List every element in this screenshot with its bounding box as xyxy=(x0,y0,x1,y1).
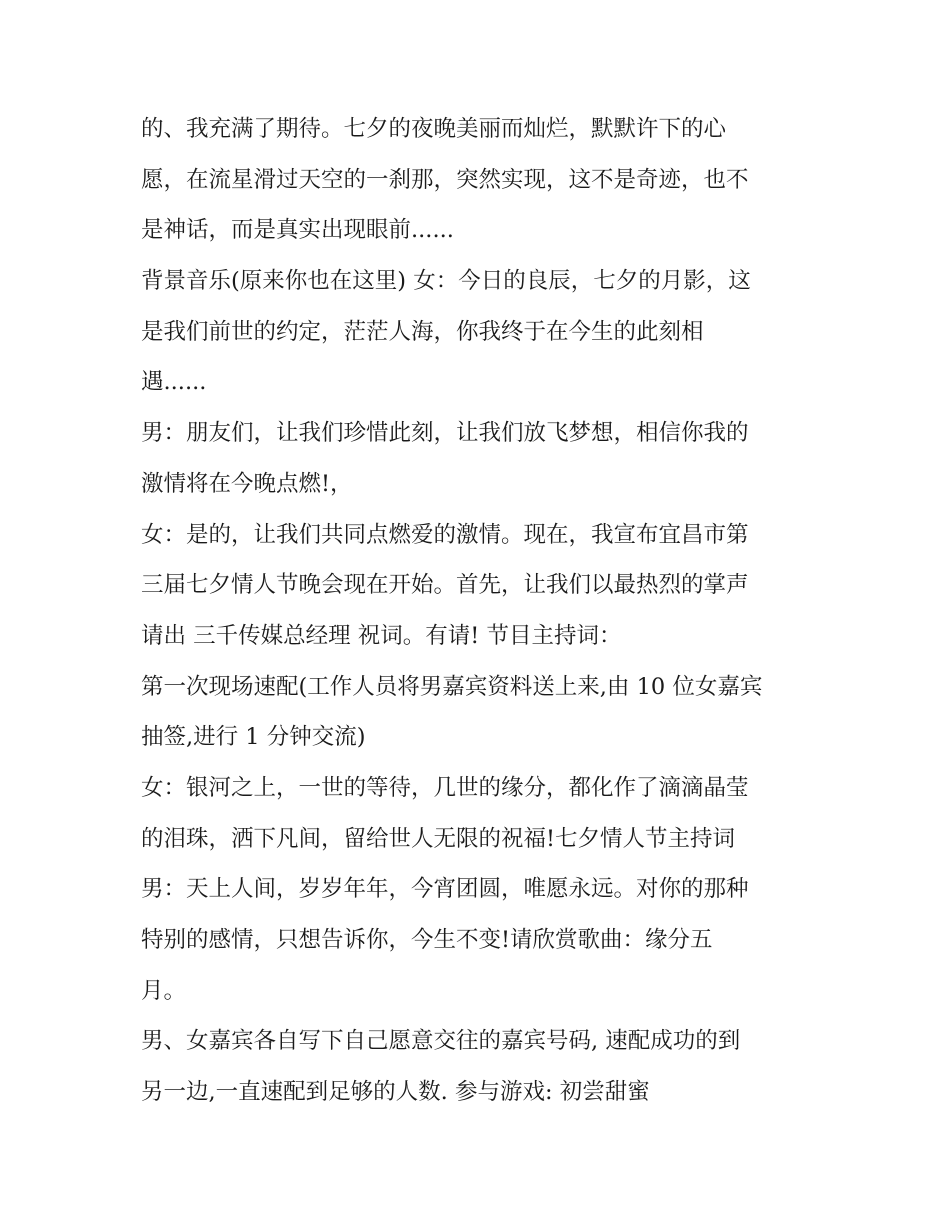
text-line: 另一边,一直速配到足够的人数. 参与游戏: 初尝甜蜜 xyxy=(141,1079,650,1106)
text-line: 男、女嘉宾各自写下自己愿意交往的嘉宾号码, 速配成功的到 xyxy=(141,1028,741,1055)
document-body xyxy=(141,104,821,1118)
text-line: 特别的感情，只想告诉你，今生不变!请欣赏歌曲：缘分五 xyxy=(141,927,713,953)
text-line: 激情将在今晚点燃!， xyxy=(141,470,353,497)
text-line: 第一次现场速配(工作人员将男嘉宾资料送上来,由 10 位女嘉宾 xyxy=(141,673,763,700)
text-line: 愿，在流星滑过天空的一刹那，突然实现，这不是奇迹，也不 xyxy=(141,166,749,193)
text-line: 背景音乐(原来你也在这里) 女：今日的良辰，七夕的月影，这 xyxy=(141,268,751,295)
text-line: 抽签,进行 1 分钟交流) xyxy=(141,724,366,751)
text-line: 女：银河之上，一世的等待，几世的缘分，都化作了滴滴晶莹 xyxy=(141,774,749,801)
text-line: 男：朋友们，让我们珍惜此刻，让我们放飞梦想，相信你我的 xyxy=(141,420,749,447)
text-line: 女：是的，让我们共同点燃爱的激情。现在，我宣布宜昌市第 xyxy=(141,521,749,548)
text-line: 是我们前世的约定，茫茫人海，你我终于在今生的此刻相 xyxy=(141,318,704,345)
text-line: 月。 xyxy=(141,977,187,1004)
text-line: 三届七夕情人节晚会现在开始。首先，让我们以最热烈的掌声 xyxy=(141,572,749,599)
text-line: 男：天上人间，岁岁年年，今宵团圆，唯愿永远。对你的那种 xyxy=(141,876,749,903)
text-line: 请出 三千传媒总经理 祝词。有请! 节目主持词： xyxy=(141,622,622,649)
text-line: 是神话，而是真实出现眼前...... xyxy=(141,217,454,244)
text-line: 的泪珠，洒下凡间，留给世人无限的祝福!七夕情人节主持词 xyxy=(141,825,736,852)
text-line: 的、我充满了期待。七夕的夜晚美丽而灿烂，默默许下的心 xyxy=(141,116,727,142)
text-line: 遇...... xyxy=(141,369,207,396)
